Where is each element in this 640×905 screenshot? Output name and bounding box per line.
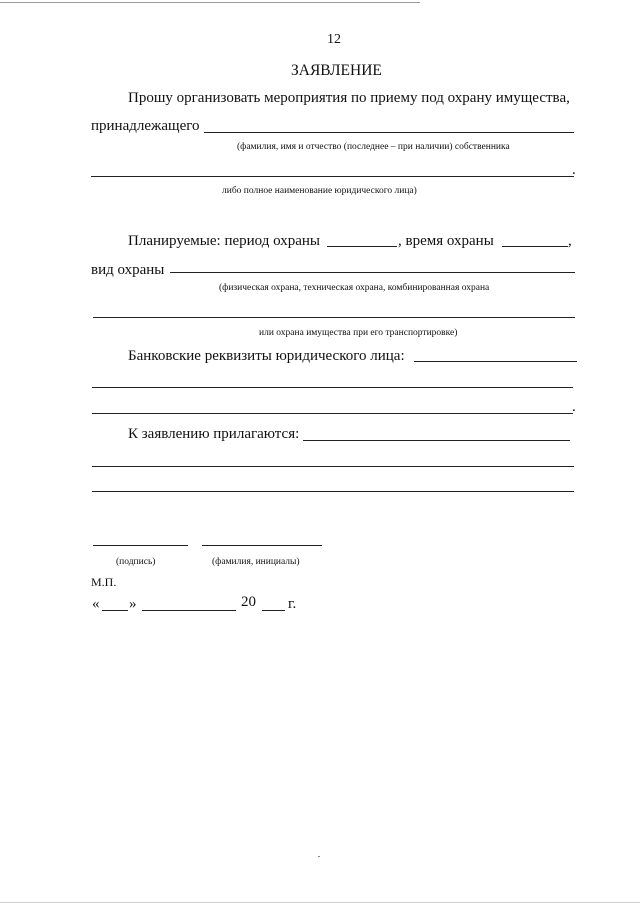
attachments-field-line-2[interactable] <box>92 466 574 467</box>
date-quote-close: » <box>129 596 137 612</box>
stamp-label: М.П. <box>91 575 117 589</box>
date-day-line[interactable] <box>102 610 128 611</box>
name-initials-caption: (фамилия, инициалы) <box>212 557 300 567</box>
date-year-prefix: 20 <box>241 594 256 610</box>
line-end-period-2: . <box>572 399 576 415</box>
time-comma: , <box>568 233 572 249</box>
date-month-line[interactable] <box>142 610 236 611</box>
request-line: Прошу организовать мероприятия по приему под охрану имущества, <box>128 90 570 106</box>
legal-entity-caption: либо полное наименование юридического лица) <box>222 186 417 196</box>
signature-caption: (подпись) <box>116 557 156 567</box>
page-number: 12 <box>327 32 341 47</box>
document-title: ЗАЯВЛЕНИЕ <box>291 62 382 79</box>
planned-period-label: Планируемые: период охраны <box>128 233 320 249</box>
attachments-field-line[interactable] <box>303 440 570 441</box>
scan-edge-bottom <box>0 902 640 903</box>
date-quote-open: « <box>92 596 100 612</box>
date-year-suffix: г. <box>288 596 297 612</box>
bank-field-line-2[interactable] <box>92 387 573 388</box>
kind-caption-2: или охрана имущества при его транспортировке) <box>259 328 458 338</box>
attachments-field-line-3[interactable] <box>92 491 574 492</box>
owner-line[interactable] <box>204 132 574 133</box>
owner-line-2[interactable] <box>91 176 574 177</box>
owner-caption: (фамилия, имя и отчество (последнее – при наличии) собственника <box>237 142 510 152</box>
belonging-label: принадлежащего <box>91 118 200 134</box>
bank-details-label: Банковские реквизиты юридического лица: <box>128 348 405 364</box>
bank-field-line-3[interactable] <box>92 413 573 414</box>
kind-field-line-2[interactable] <box>93 317 575 318</box>
line-end-period-1: . <box>572 162 576 178</box>
kind-field-line[interactable] <box>170 272 575 273</box>
name-initials-line[interactable] <box>202 545 322 546</box>
kind-caption-1: (физическая охрана, техническая охрана, комбинированная охрана <box>219 283 490 293</box>
scan-edge-top <box>0 2 420 3</box>
bank-field-line[interactable] <box>414 361 577 362</box>
scan-speck <box>318 856 320 857</box>
date-year-line[interactable] <box>262 610 285 611</box>
attachments-label: К заявлению прилагаются: <box>128 426 300 442</box>
period-field-line[interactable] <box>327 246 397 247</box>
signature-line[interactable] <box>93 545 188 546</box>
time-field-line[interactable] <box>502 246 568 247</box>
kind-label: вид охраны <box>91 262 165 278</box>
time-label: , время охраны <box>398 233 494 249</box>
